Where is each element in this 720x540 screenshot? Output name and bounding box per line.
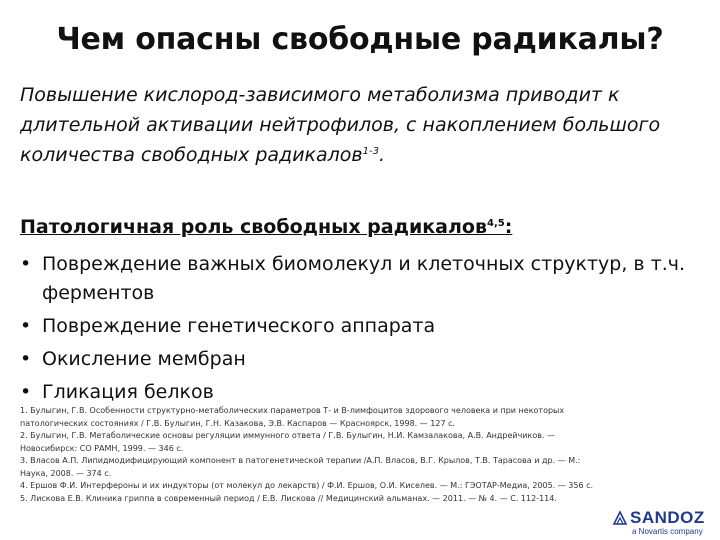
reference-item: 3. Власов А.П. Липидмодифицирующий компонент в патогенетической терапии /А.П. Власов, В.Г. Крылов, Т.В. Тарасова и др. — М.: Наука, 2008. — 374 с. (20, 456, 581, 478)
bullet-dot-icon: • (20, 381, 32, 403)
sandoz-logo (612, 508, 712, 538)
bullet-item (20, 312, 700, 341)
intro-end: . (378, 144, 386, 166)
reference-item: 4. Ершов Ф.И. Интерфероны и их индукторы (от молекул до лекарств) / Ф.И. Ершов, О.И. Киселев. — М.: ГЭОТАР-Медиа, 2005. — 356 с. (20, 481, 594, 490)
bullet-text: Окисление мембран (42, 348, 246, 370)
bullet-item (20, 345, 700, 374)
heading-text: Патологичная роль свободных радикалов (20, 216, 487, 238)
section-heading (20, 216, 700, 238)
heading-citation: 4,5 (486, 218, 505, 229)
bullet-text: Повреждение важных биомолекул и клеточных структур, в т.ч. ферментов (42, 253, 686, 304)
slide-title: Чем опасны свободные радикалы? (56, 22, 664, 57)
logo-tagline: a Novartis company (632, 527, 703, 536)
heading-end: : (504, 216, 513, 238)
references-list (20, 405, 605, 505)
reference-item: 1. Булыгин, Г.В. Особенности структурно-метаболических параметров Т- и В-лимфоцитов здорового человека и при некоторых патологических состояниях / Г.В. Булыгин, Г.Н. Казакова, Э.В. Каспаров — Красноярск, 1998. — 127 с. (20, 406, 565, 428)
bullet-dot-icon: • (20, 315, 32, 337)
bullet-dot-icon: • (20, 348, 32, 370)
bullet-list (20, 250, 700, 411)
reference-item: 5. Лискова Е.В. Клиника гриппа в современный период / Е.В. Лискова // Медицинский альманах. — 2011. — № 4. — С. 112-114. (20, 493, 557, 503)
reference-item: 2. Булыгин, Г.В. Метаболические основы регуляции иммунного ответа / Г.В. Булыгин, Н.И. Камзалакова, А.В. Андрейчиков. — Новосибирск: СО РАМН, 1999. — 346 с. (20, 431, 556, 453)
bullet-item (20, 250, 700, 308)
intro-citation: 1-3 (362, 146, 379, 157)
bullet-item (20, 378, 700, 407)
sandoz-mark-icon (612, 510, 628, 526)
intro-paragraph (20, 80, 700, 170)
bullet-text: Повреждение генетического аппарата (42, 315, 436, 337)
bullet-text: Гликация белков (42, 381, 214, 403)
logo-name: SANDOZ (630, 508, 705, 527)
intro-text: Повышение кислород-зависимого метаболизма приводит к длительной активации нейтрофилов, с накоплением большого количества свободных радикалов (20, 84, 661, 166)
bullet-dot-icon: • (20, 253, 32, 275)
